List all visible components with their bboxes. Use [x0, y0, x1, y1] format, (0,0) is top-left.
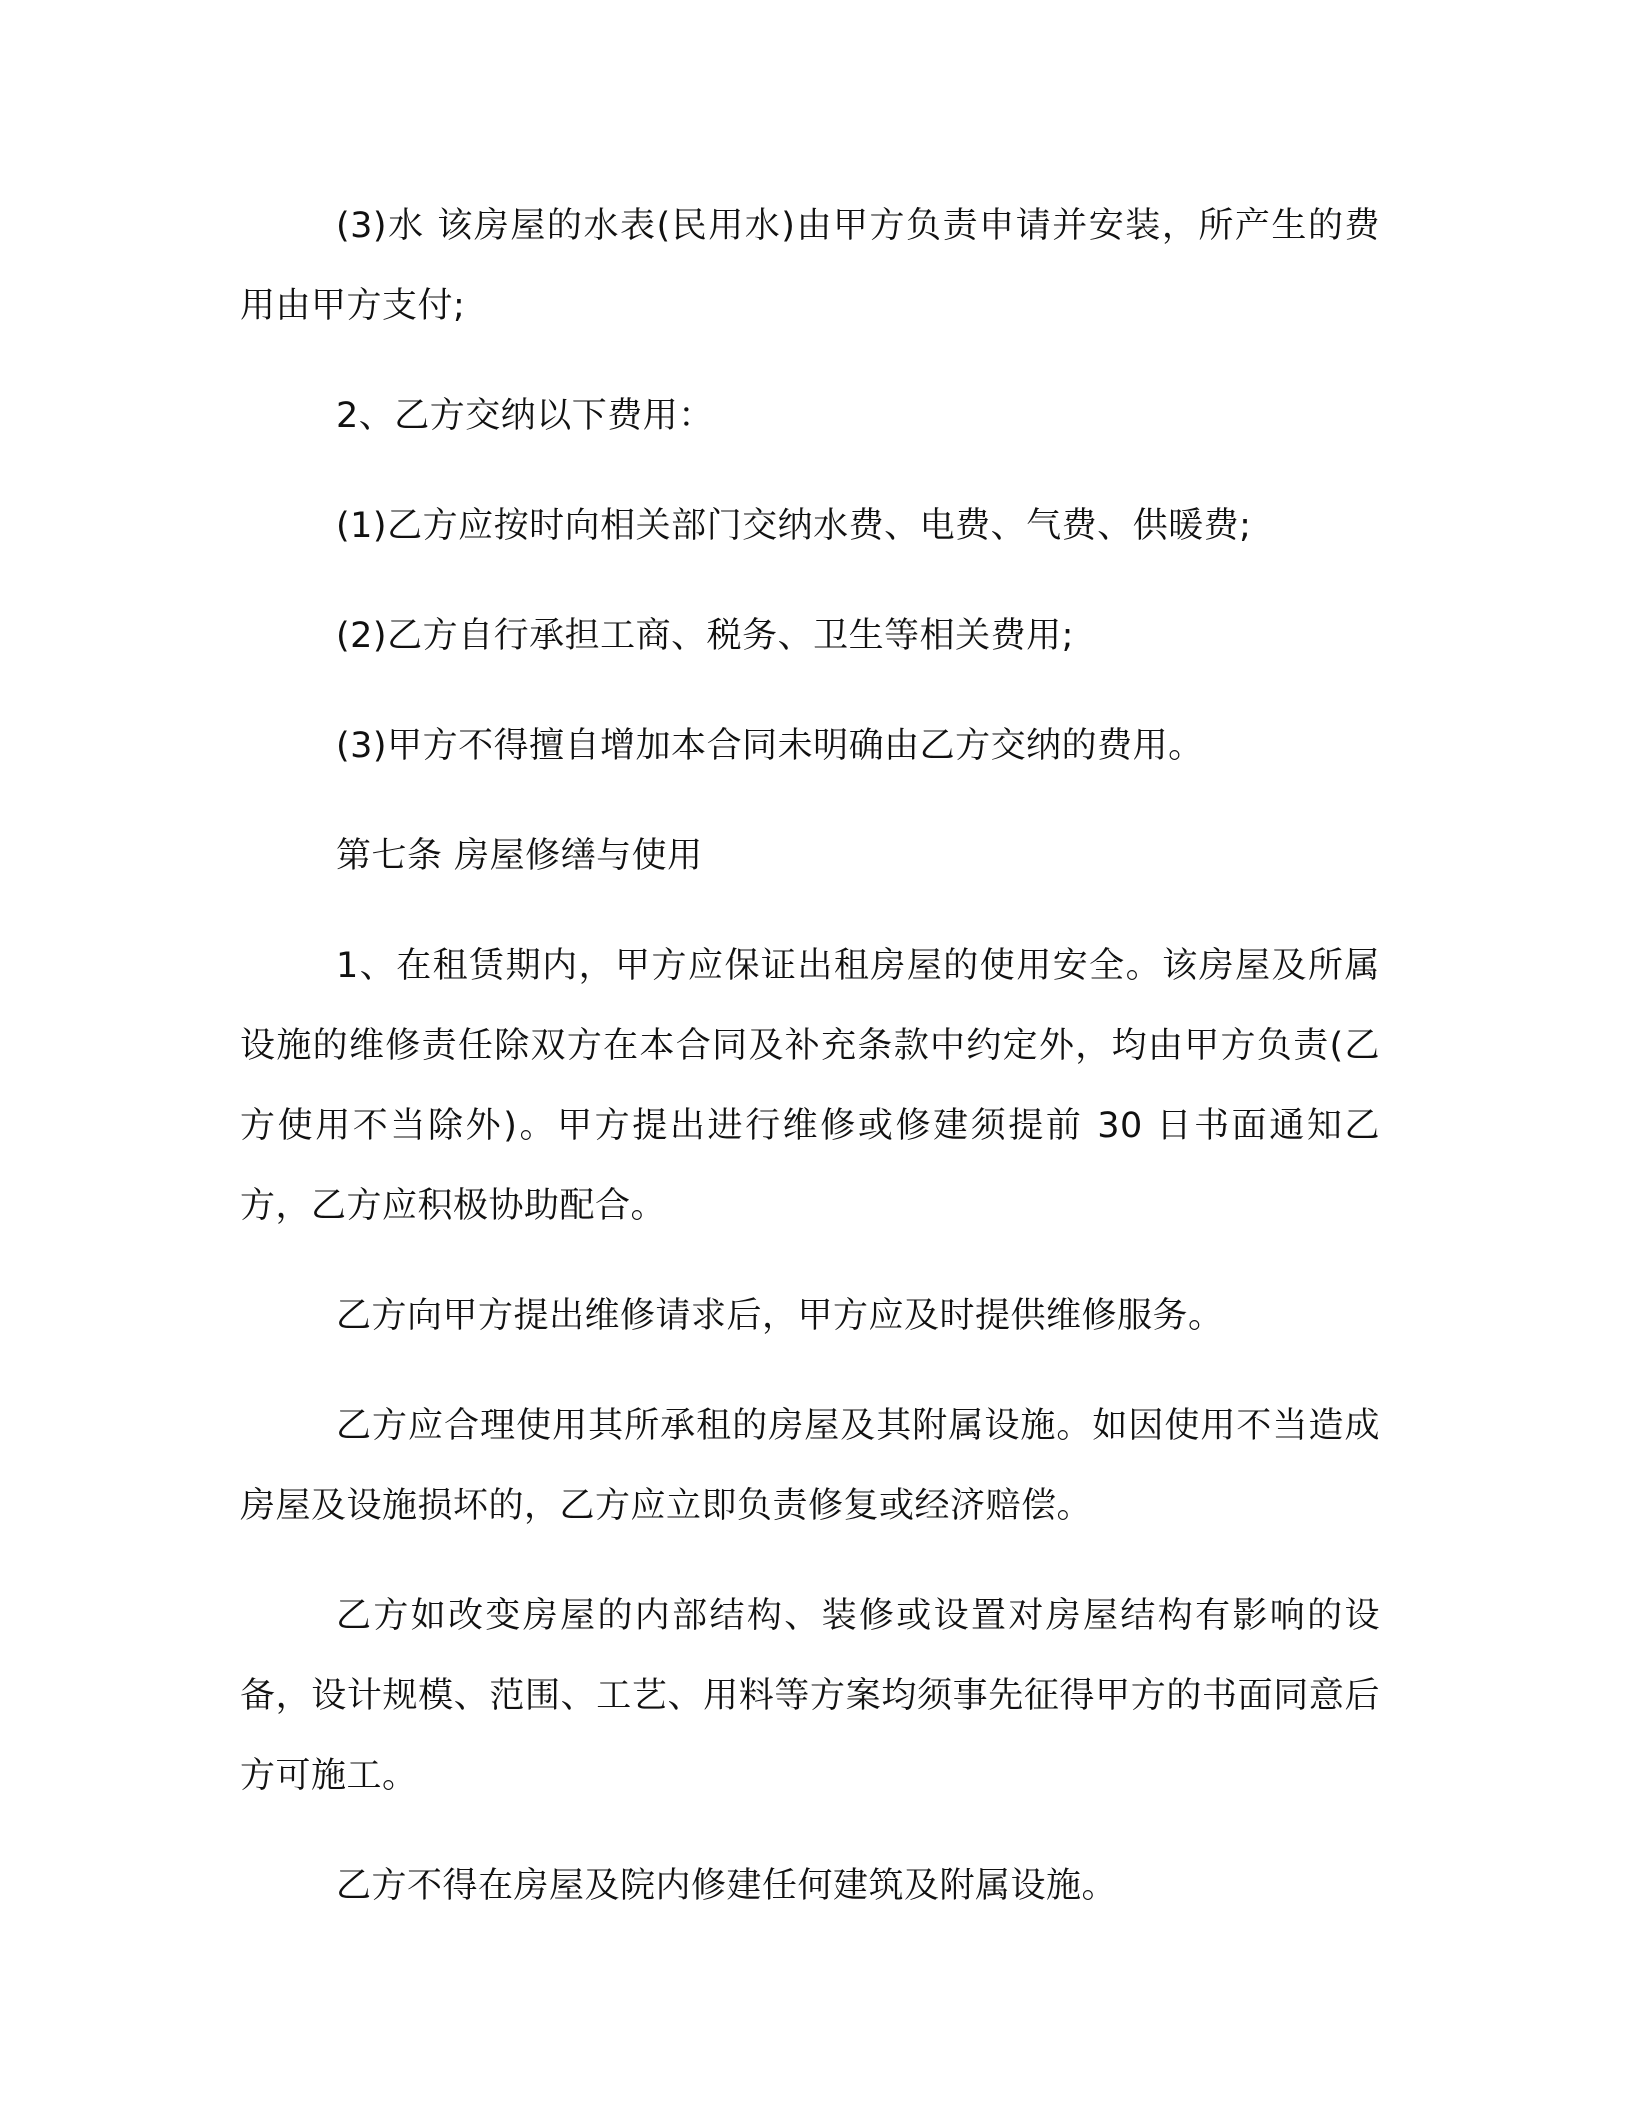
paragraph-no-construction: 乙方不得在房屋及院内修建任何建筑及附属设施。	[336, 1866, 1118, 1906]
paragraph-tenant-fees-heading: 2、乙方交纳以下费用：	[336, 396, 714, 436]
document-body	[240, 186, 1380, 1956]
paragraph-proper-use: 乙方应合理使用其所承租的房屋及其附属设施。如因使用不当造成房屋及设施损坏的，乙方应立即负责修复或经济赔偿。	[240, 1406, 1380, 1526]
paragraph-maintenance-request: 乙方向甲方提出维修请求后，甲方应及时提供维修服务。	[336, 1296, 1224, 1336]
paragraph-no-extra-fees: (3)甲方不得擅自增加本合同未明确由乙方交纳的费用。	[336, 726, 1204, 766]
paragraph-structural-changes: 乙方如改变房屋的内部结构、装修或设置对房屋结构有影响的设备，设计规模、范围、工艺、用料等方案均须事先征得甲方的书面同意后方可施工。	[240, 1596, 1380, 1796]
paragraph-maintenance-safety: 1、在租赁期内，甲方应保证出租房屋的使用安全。该房屋及所属设施的维修责任除双方在本合同及补充条款中约定外，均由甲方负责(乙方使用不当除外)。甲方提出进行维修或修建须提前 30 日书面通知乙方，乙方应积极协助配合。	[240, 946, 1380, 1226]
article-seven-heading: 第七条 房屋修缮与使用	[336, 836, 703, 876]
paragraph-utility-fees: (1)乙方应按时向相关部门交纳水费、电费、气费、供暖费;	[336, 506, 1252, 546]
paragraph-water-meter: (3)水 该房屋的水表(民用水)由甲方负责申请并安装，所产生的费用由甲方支付;	[240, 206, 1380, 326]
paragraph-business-fees: (2)乙方自行承担工商、税务、卫生等相关费用;	[336, 616, 1074, 656]
